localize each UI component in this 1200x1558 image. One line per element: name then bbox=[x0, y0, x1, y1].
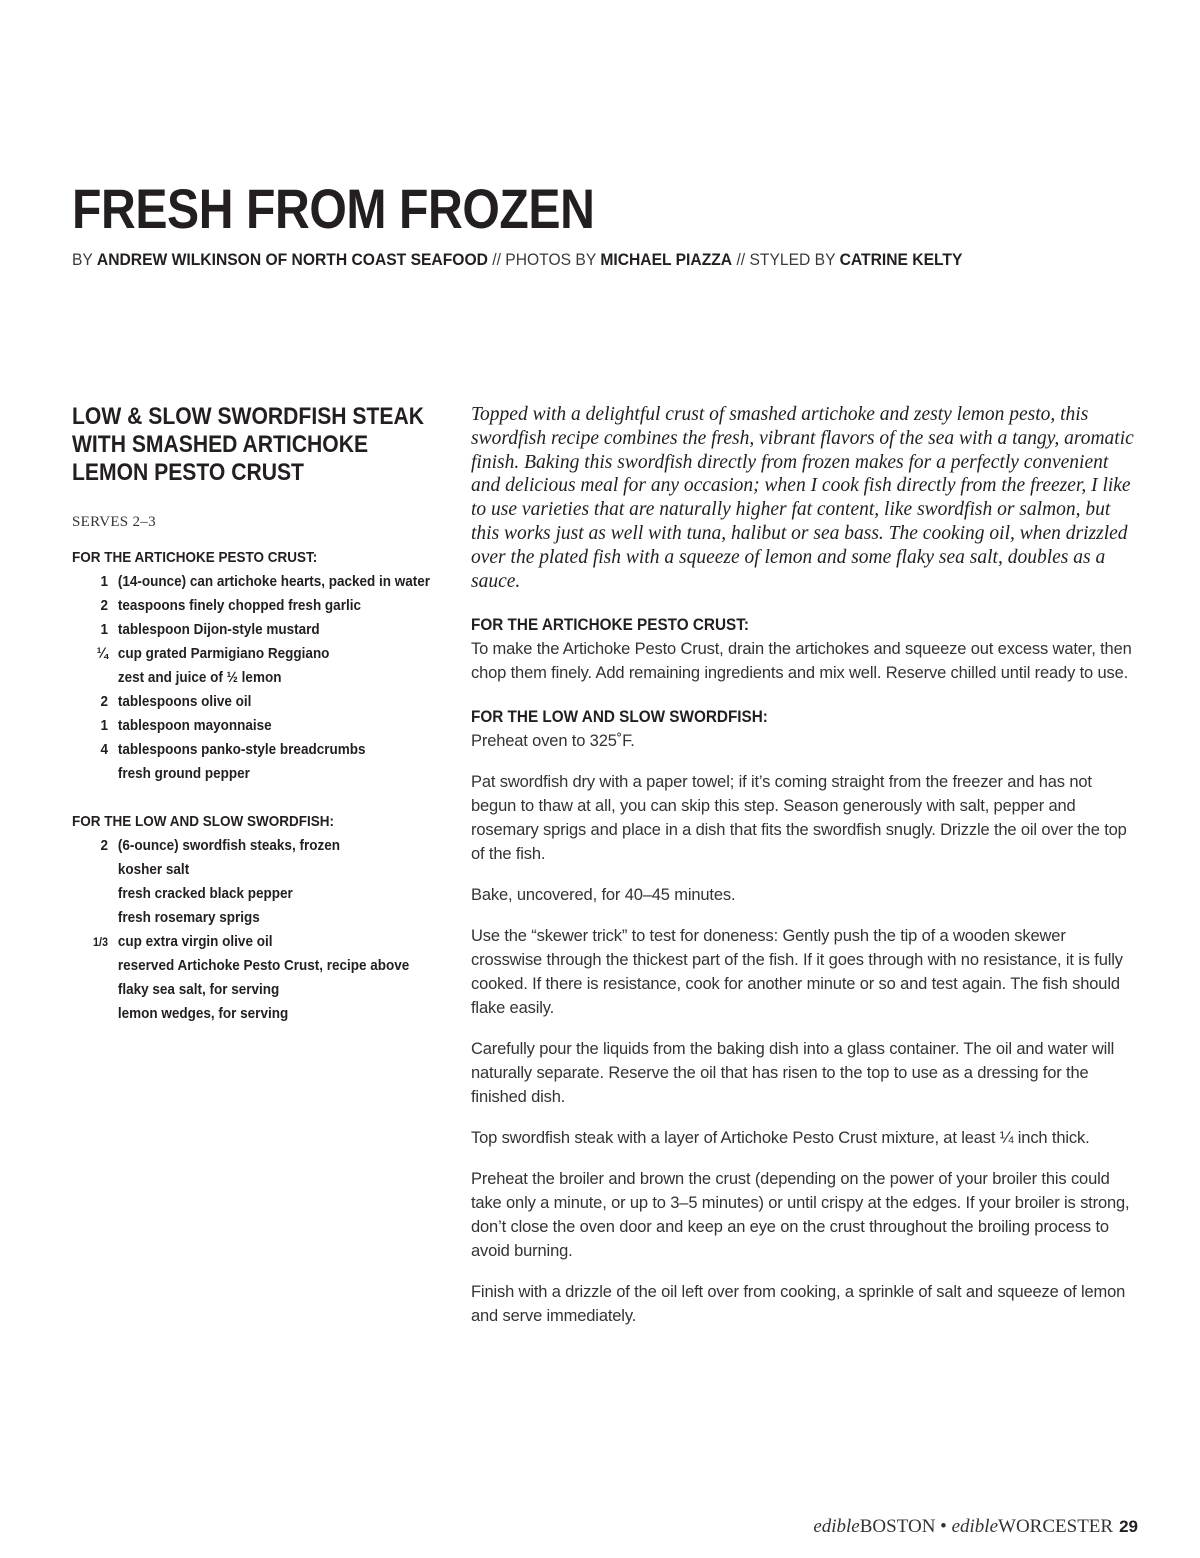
ingredient-qty: 2 bbox=[100, 597, 108, 614]
ingredient-text: fresh ground pepper bbox=[117, 765, 250, 782]
method-step: Carefully pour the liquids from the baking dish into a glass container. The oil and water will naturally separate. Reserve the oil that has risen to the top to use as a dressing for the finished dish. bbox=[471, 1040, 1115, 1107]
method-column bbox=[471, 403, 1141, 1328]
ingredient-item bbox=[72, 666, 432, 690]
byline-photographer: MICHAEL PIAZZA bbox=[600, 250, 733, 269]
ingredient-text: lemon wedges, for serving bbox=[117, 1005, 289, 1022]
ingredient-text: (14-ounce) can artichoke hearts, packed in water bbox=[117, 573, 431, 590]
ingredient-list bbox=[72, 834, 444, 1026]
method-crust-text: To make the Artichoke Pesto Crust, drain the artichokes and squeeze out excess water, then chop them finely. Add remaining ingredients and mix well. Reserve chilled until ready to use. bbox=[471, 640, 1132, 683]
footer-edible: edible bbox=[813, 1516, 860, 1537]
ingredient-item bbox=[72, 1002, 432, 1026]
ingredient-qty bbox=[72, 666, 118, 690]
ingredient-item bbox=[72, 714, 432, 738]
ingredient-qty: 1 bbox=[100, 717, 108, 734]
page-number: 29 bbox=[1119, 1517, 1138, 1536]
ingredient-text: teaspoons finely chopped fresh garlic bbox=[117, 597, 361, 614]
ingredient-item bbox=[72, 690, 432, 714]
ingredient-text: tablespoons olive oil bbox=[117, 693, 252, 710]
ingredient-text: zest and juice of ½ lemon bbox=[117, 669, 282, 686]
method-step: Preheat oven to 325˚F. bbox=[471, 732, 635, 751]
ingredient-text: (6-ounce) swordfish steaks, frozen bbox=[117, 837, 340, 854]
article-title: FRESH FROM FROZEN bbox=[72, 177, 595, 240]
ingredient-item bbox=[72, 906, 432, 930]
method-heading-crust: FOR THE ARTICHOKE PESTO CRUST: bbox=[471, 615, 749, 635]
section-heading: FOR THE LOW AND SLOW SWORDFISH: bbox=[72, 813, 334, 830]
byline-author: ANDREW WILKINSON OF NORTH COAST SEAFOOD bbox=[96, 250, 488, 269]
footer-boston: BOSTON bbox=[859, 1516, 936, 1537]
ingredient-qty bbox=[72, 858, 118, 882]
ingredient-text: kosher salt bbox=[117, 861, 190, 878]
byline-styled: // STYLED BY bbox=[732, 250, 840, 269]
method-step: Finish with a drizzle of the oil left over from cooking, a sprinkle of salt and squeeze of lemon and serve immediately. bbox=[471, 1283, 1126, 1326]
ingredient-qty: 4 bbox=[100, 741, 108, 758]
byline-stylist: CATRINE KELTY bbox=[839, 250, 963, 269]
method-step: Bake, uncovered, for 40–45 minutes. bbox=[471, 886, 736, 905]
method-step: Top swordfish steak with a layer of Artichoke Pesto Crust mixture, at least ¼ inch thick. bbox=[471, 1129, 1090, 1148]
ingredient-qty bbox=[72, 762, 118, 786]
section-heading: FOR THE ARTICHOKE PESTO CRUST: bbox=[72, 549, 318, 566]
ingredient-item bbox=[72, 834, 432, 858]
ingredient-qty bbox=[72, 954, 118, 978]
recipe-title: LOW & SLOW SWORDFISH STEAK WITH SMASHED ARTICHOKE LEMON PESTO CRUST bbox=[72, 403, 424, 486]
ingredient-qty bbox=[72, 1002, 118, 1026]
method-heading-swordfish: FOR THE LOW AND SLOW SWORDFISH: bbox=[471, 707, 768, 727]
page-footer bbox=[813, 1516, 1138, 1538]
intro-paragraph: Topped with a delightful crust of smashed artichoke and zesty lemon pesto, this swordfish recipe combines the fresh, vibrant flavors of the sea with a tangy, aromatic finish. Baking this swordfish directly from frozen makes for a perfectly convenient and delicious meal for any occasion; when I cook fish directly from the freezer, I like to use varieties that are naturally higher fat content, like swordfish or salmon, but this works just as well with tuna, halibut or sea bass. The cooking oil, when drizzled over the plated fish with a squeeze of lemon and some flaky sea salt, doubles as a sauce. bbox=[471, 404, 1134, 592]
ingredient-text: fresh rosemary sprigs bbox=[117, 909, 260, 926]
ingredient-list bbox=[72, 570, 444, 786]
ingredient-qty bbox=[72, 978, 118, 1002]
ingredient-item bbox=[72, 594, 432, 618]
ingredient-item bbox=[72, 930, 432, 954]
ingredient-item bbox=[72, 954, 432, 978]
ingredients-column bbox=[72, 403, 444, 1026]
ingredient-qty bbox=[72, 882, 118, 906]
byline-by: BY bbox=[72, 250, 97, 269]
method-step: Pat swordfish dry with a paper towel; if it’s coming straight from the freezer and has not begun to thaw at all, you can skip this step. Season generously with salt, pepper and rosemary sprigs and place in a dish that fits the swordfish snugly. Drizzle the oil over the top of the fish. bbox=[471, 773, 1127, 864]
ingredient-item bbox=[72, 762, 432, 786]
footer-edible: edible bbox=[951, 1516, 999, 1537]
ingredient-section-swordfish bbox=[72, 810, 444, 1026]
ingredient-text: tablespoon mayonnaise bbox=[117, 717, 272, 734]
footer-bullet: • bbox=[935, 1516, 952, 1537]
ingredient-section-crust bbox=[72, 546, 444, 786]
ingredient-text: flaky sea salt, for serving bbox=[117, 981, 280, 998]
ingredient-text: cup grated Parmigiano Reggiano bbox=[117, 645, 330, 662]
ingredient-text: tablespoon Dijon-style mustard bbox=[117, 621, 320, 638]
ingredient-qty: 2 bbox=[100, 837, 108, 854]
ingredient-qty: ¼ bbox=[96, 645, 108, 662]
serves: SERVES 2–3 bbox=[72, 514, 156, 530]
ingredient-item bbox=[72, 978, 432, 1002]
ingredient-item bbox=[72, 570, 432, 594]
method-step: Use the “skewer trick” to test for doneness: Gently push the tip of a wooden skewer crosswise through the thickest part of the fish. If it goes through with no resistance, it is fully cooked. If there is resistance, cook for another minute or so and test again. The fish should flake easily. bbox=[471, 927, 1123, 1018]
footer-worcester: WORCESTER bbox=[998, 1516, 1114, 1537]
byline bbox=[72, 249, 962, 271]
ingredient-item bbox=[72, 858, 432, 882]
ingredient-text: tablespoons panko-style breadcrumbs bbox=[117, 741, 366, 758]
ingredient-qty bbox=[72, 906, 118, 930]
ingredient-text: reserved Artichoke Pesto Crust, recipe above bbox=[117, 957, 410, 974]
ingredient-qty: 2 bbox=[100, 693, 108, 710]
ingredient-qty: 1/3 bbox=[92, 935, 108, 949]
ingredient-text: fresh cracked black pepper bbox=[117, 885, 293, 902]
ingredient-item bbox=[72, 642, 432, 666]
ingredient-item bbox=[72, 618, 432, 642]
ingredient-qty: 1 bbox=[100, 621, 108, 638]
ingredient-item bbox=[72, 738, 432, 762]
ingredient-qty: 1 bbox=[100, 573, 108, 590]
ingredient-item bbox=[72, 882, 432, 906]
ingredient-text: cup extra virgin olive oil bbox=[117, 933, 273, 950]
method-step: Preheat the broiler and brown the crust (depending on the power of your broiler this could take only a minute, or up to 3–5 minutes) or until crispy at the edges. If your broiler is strong, don’t close the oven door and keep an eye on the crust throughout the broiling process to avoid burning. bbox=[471, 1170, 1130, 1261]
byline-photos: // PHOTOS BY bbox=[487, 250, 601, 269]
